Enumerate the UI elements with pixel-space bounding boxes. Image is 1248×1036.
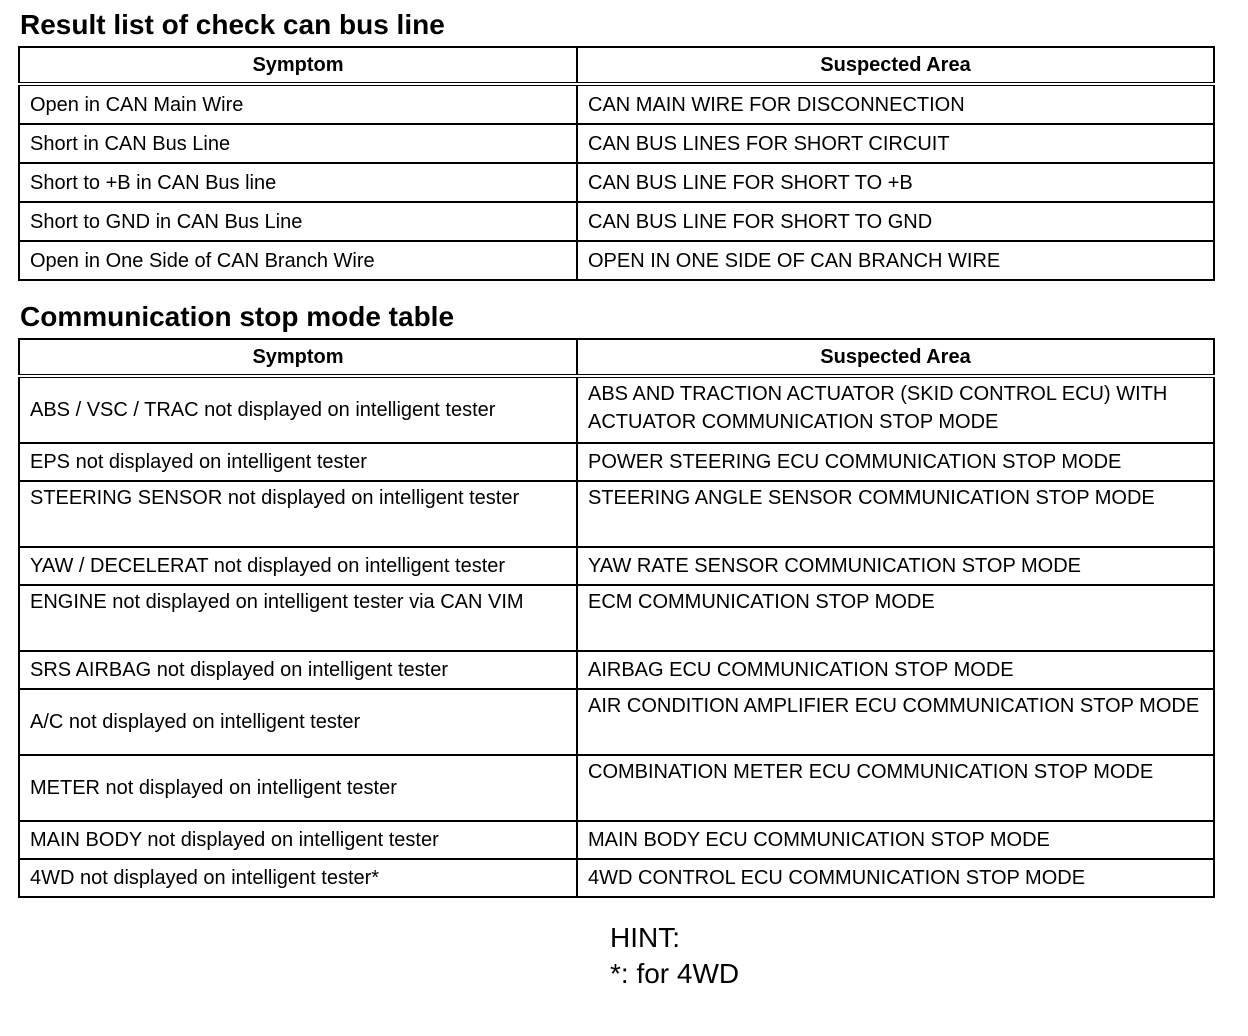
suspected-area-cell: AIRBAG ECU COMMUNICATION STOP MODE (577, 651, 1214, 689)
table-row (19, 651, 1214, 689)
suspected-area-cell: 4WD CONTROL ECU COMMUNICATION STOP MODE (577, 859, 1214, 897)
symptom-cell: Short to +B in CAN Bus line (19, 163, 577, 202)
suspected-area-cell: CAN BUS LINES FOR SHORT CIRCUIT (577, 124, 1214, 163)
suspected-area-cell: AIR CONDITION AMPLIFIER ECU COMMUNICATION STOP MODE (577, 689, 1214, 755)
table-row (19, 241, 1214, 280)
table-header-row (19, 339, 1214, 376)
suspected-area-cell: ABS AND TRACTION ACTUATOR (SKID CONTROL ECU) WITH ACTUATOR COMMUNICATION STOP MODE (577, 376, 1214, 443)
symptom-column-header: Symptom (19, 47, 577, 84)
table-row (19, 376, 1214, 443)
suspected-area-cell: OPEN IN ONE SIDE OF CAN BRANCH WIRE (577, 241, 1214, 280)
table-row (19, 755, 1214, 821)
comm-stop-table-title: Communication stop mode table (20, 301, 455, 332)
symptom-cell: ENGINE not displayed on intelligent tester via CAN VIM (19, 585, 577, 651)
suspected-area-cell: POWER STEERING ECU COMMUNICATION STOP MODE (577, 443, 1214, 481)
table-header-row (19, 47, 1214, 84)
symptom-cell: A/C not displayed on intelligent tester (19, 689, 577, 755)
hint-note (610, 920, 739, 992)
table-row (19, 202, 1214, 241)
table-row (19, 821, 1214, 859)
table-row (19, 84, 1214, 124)
suspected-area-cell: YAW RATE SENSOR COMMUNICATION STOP MODE (577, 547, 1214, 585)
hint-footnote: *: for 4WD (610, 958, 740, 989)
symptom-cell: STEERING SENSOR not displayed on intelligent tester (19, 481, 577, 547)
suspected-area-cell: COMBINATION METER ECU COMMUNICATION STOP MODE (577, 755, 1214, 821)
symptom-cell: EPS not displayed on intelligent tester (19, 443, 577, 481)
table-row (19, 859, 1214, 897)
symptom-cell: Open in CAN Main Wire (19, 84, 577, 124)
suspected-area-cell: CAN MAIN WIRE FOR DISCONNECTION (577, 84, 1214, 124)
table-row (19, 585, 1214, 651)
symptom-cell: YAW / DECELERAT not displayed on intelligent tester (19, 547, 577, 585)
suspected-area-column-header: Suspected Area (577, 339, 1214, 376)
symptom-cell: MAIN BODY not displayed on intelligent tester (19, 821, 577, 859)
hint-label: HINT: (610, 922, 680, 953)
table-row (19, 163, 1214, 202)
symptom-cell: SRS AIRBAG not displayed on intelligent tester (19, 651, 577, 689)
table-row (19, 481, 1214, 547)
can-bus-table-title: Result list of check can bus line (20, 9, 445, 40)
symptom-cell: Open in One Side of CAN Branch Wire (19, 241, 577, 280)
suspected-area-cell: CAN BUS LINE FOR SHORT TO GND (577, 202, 1214, 241)
can-bus-result-table (18, 46, 1215, 281)
symptom-cell: METER not displayed on intelligent tester (19, 755, 577, 821)
suspected-area-cell: STEERING ANGLE SENSOR COMMUNICATION STOP MODE (577, 481, 1214, 547)
suspected-area-column-header: Suspected Area (577, 47, 1214, 84)
table-row (19, 443, 1214, 481)
suspected-area-cell: CAN BUS LINE FOR SHORT TO +B (577, 163, 1214, 202)
table-row (19, 547, 1214, 585)
comm-stop-mode-table (18, 338, 1215, 898)
table-row (19, 124, 1214, 163)
suspected-area-cell: ECM COMMUNICATION STOP MODE (577, 585, 1214, 651)
symptom-column-header: Symptom (19, 339, 577, 376)
table-row (19, 689, 1214, 755)
suspected-area-cell: MAIN BODY ECU COMMUNICATION STOP MODE (577, 821, 1214, 859)
symptom-cell: Short to GND in CAN Bus Line (19, 202, 577, 241)
symptom-cell: Short in CAN Bus Line (19, 124, 577, 163)
symptom-cell: 4WD not displayed on intelligent tester* (19, 859, 577, 897)
symptom-cell: ABS / VSC / TRAC not displayed on intelligent tester (19, 376, 577, 443)
